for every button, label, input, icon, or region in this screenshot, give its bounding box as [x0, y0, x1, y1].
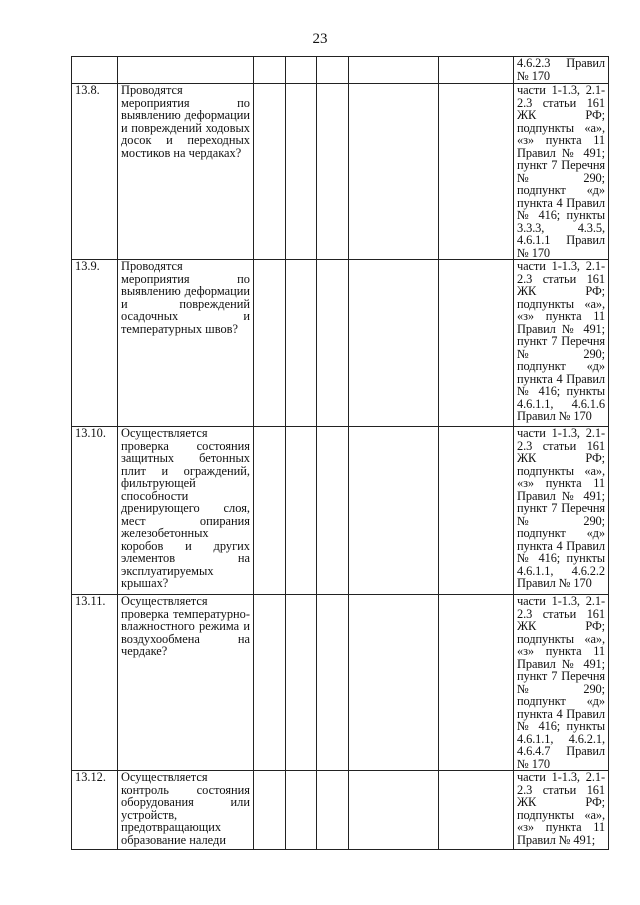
references-cell: 4.6.2.3 Правил № 170 [514, 57, 609, 84]
answer-no-cell [286, 595, 317, 771]
comment-cell [349, 427, 439, 595]
references-text: части 1-1.3, 2.1-2.3 статьи 161 ЖК РФ; подпункты «а», «з» пункта 11 Правил № 491; [517, 771, 605, 847]
question-cell: Проводятся мероприятия по выявлению деформации и повреждений ходовых досок и переходных мостиков на чердаках? [118, 84, 254, 260]
question-cell: Проводятся мероприятия по выявлению деформации и повреждений осадочных и температурных швов? [118, 260, 254, 427]
comment-cell [349, 57, 439, 84]
answer-yes-cell [254, 57, 286, 84]
question-cell: Осуществляется проверка состояния защитных бетонных плит и ограждений, фильтрующей способности дренирующего слоя, мест опирания железобетонных коробов и других элементов на эксплуатируемых крышах? [118, 427, 254, 595]
references-cell: части 1-1.3, 2.1-2.3 статьи 161 ЖК РФ; подпункты «а», «з» пункта 11 Правил № 491; пункт 7 Перечня № 290; подпункт «д» пункта 4 Правил № 416; пункты 4.6.1.1, 4.6.1.6 Правил № 170 [514, 260, 609, 427]
question-cell: Осуществляется проверка температурно-влажностного режима и воздухообмена на чердаке? [118, 595, 254, 771]
references-cell: части 1-1.3, 2.1-2.3 статьи 161 ЖК РФ; подпункты «а», «з» пункта 11 Правил № 491; пункт 7 Перечня № 290; подпункт «д» пункта 4 Правил № 416; пункты 4.6.1.1, 4.6.2.2 Правил № 170 [514, 427, 609, 595]
comment-cell [349, 771, 439, 850]
answer-yes-cell [254, 595, 286, 771]
answer-no-cell [286, 427, 317, 595]
page-number: 23 [312, 31, 328, 47]
references-cell: части 1-1.3, 2.1-2.3 статьи 161 ЖК РФ; подпункты «а», «з» пункта 11 Правил № 491; пункт 7 Перечня № 290; подпункт «д» пункта 4 Правил № 416; пункты 4.6.1.1, 4.6.2.1, 4.6.4.7 Правил № 170 [514, 595, 609, 771]
table-row [72, 771, 609, 850]
row-number-cell: 13.11. [72, 595, 118, 771]
answer-yes-cell [254, 260, 286, 427]
extra-cell [439, 771, 514, 850]
comment-cell [349, 595, 439, 771]
table-row [72, 595, 609, 771]
answer-no-cell [286, 260, 317, 427]
extra-cell [439, 595, 514, 771]
answer-no-cell [286, 771, 317, 850]
table-row [72, 427, 609, 595]
question-cell [118, 771, 254, 850]
extra-cell [439, 260, 514, 427]
row-number-cell: 13.9. [72, 260, 118, 427]
table-row [72, 260, 609, 427]
extra-cell [439, 427, 514, 595]
table-row [72, 57, 609, 84]
answer-na-cell [317, 260, 349, 427]
answer-na-cell [317, 84, 349, 260]
row-number-cell: 13.8. [72, 84, 118, 260]
references-cell [514, 771, 609, 850]
row-number-cell [72, 57, 118, 84]
answer-na-cell [317, 427, 349, 595]
answer-na-cell [317, 595, 349, 771]
answer-na-cell [317, 771, 349, 850]
question-text: Осуществляется контроль состояния оборудования или устройств, предотвращающих образование наледи [121, 771, 250, 847]
extra-cell [439, 57, 514, 84]
extra-cell [439, 84, 514, 260]
answer-yes-cell [254, 771, 286, 850]
comment-cell [349, 260, 439, 427]
answer-no-cell [286, 84, 317, 260]
table-row [72, 84, 609, 260]
row-number-cell: 13.10. [72, 427, 118, 595]
answer-na-cell [317, 57, 349, 84]
answer-yes-cell [254, 427, 286, 595]
answer-yes-cell [254, 84, 286, 260]
comment-cell [349, 84, 439, 260]
references-cell: части 1-1.3, 2.1-2.3 статьи 161 ЖК РФ; подпункты «а», «з» пункта 11 Правил № 491; пункт 7 Перечня № 290; подпункт «д» пункта 4 Правил № 416; пункты 3.3.3, 4.3.5, 4.6.1.1 Правил № 170 [514, 84, 609, 260]
row-number-cell: 13.12. [72, 771, 118, 850]
question-cell [118, 57, 254, 84]
answer-no-cell [286, 57, 317, 84]
checklist-table [71, 56, 609, 850]
